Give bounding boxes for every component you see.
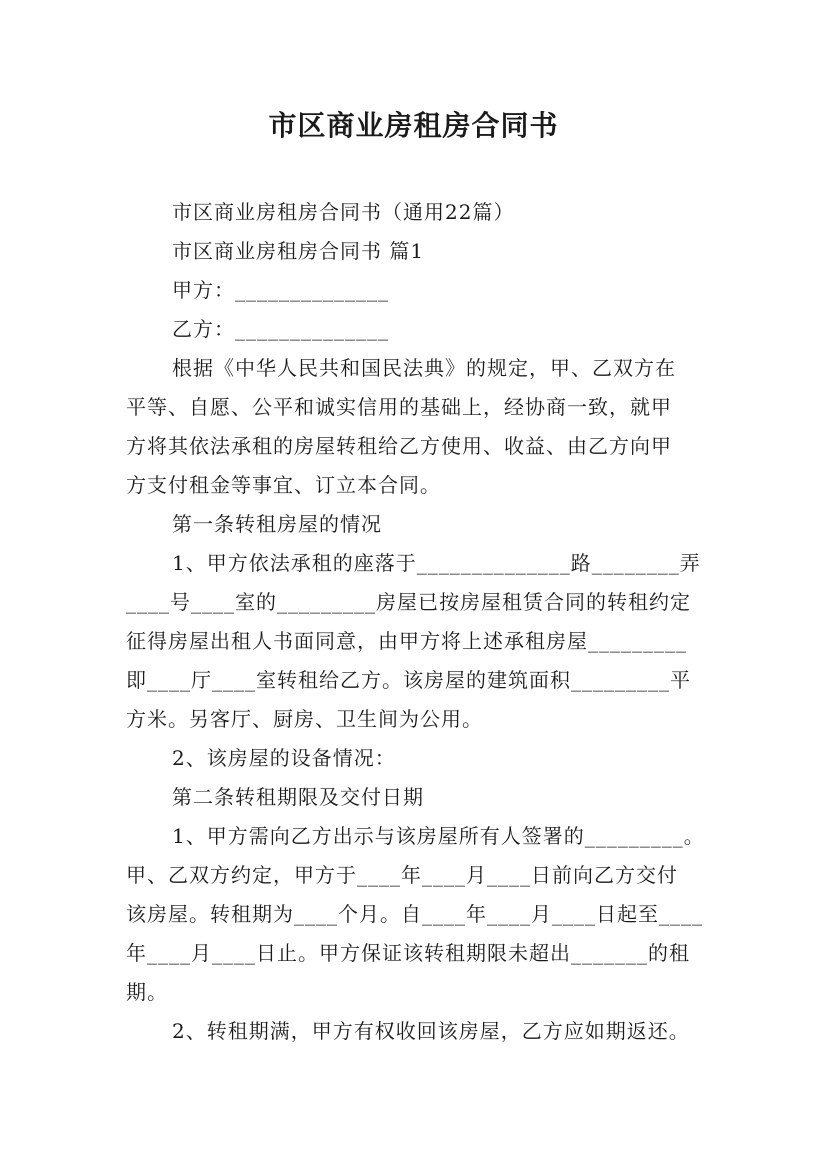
document-title: 市区商业房租房合同书 <box>268 109 559 142</box>
paragraph-line: ____号____室的_________房屋已按房屋租赁合同的转租约定 <box>126 590 691 614</box>
paragraph-line: 征得房屋出租人书面同意，由甲方将上述承租房屋_________ <box>126 629 687 653</box>
paragraph-line: 甲、乙双方约定，甲方于____年____月____日前向乙方交付 <box>126 863 678 887</box>
paragraph-line: 平等、自愿、公平和诚实信用的基础上，经协商一致，就甲 <box>126 395 672 419</box>
paragraph-line: 年____月____日止。甲方保证该转租期限未超出_______的租 <box>126 941 690 965</box>
party-a-line: 甲方：______________ <box>172 278 389 302</box>
party-b-line: 乙方：______________ <box>172 317 389 341</box>
paragraph-line: 期。 <box>126 980 168 1004</box>
paragraph-line: 1、甲方依法承租的座落于______________路________弄 <box>172 551 701 575</box>
subtitle-line: 市区商业房租房合同书（通用22篇） <box>172 200 515 224</box>
paragraph-line: 该房屋。转租期为____个月。自____年____月____日起至____ <box>126 902 703 926</box>
section-heading: 市区商业房租房合同书 篇1 <box>172 239 425 263</box>
article-heading: 第二条转租期限及交付日期 <box>172 785 424 809</box>
paragraph-line: 2、该房屋的设备情况： <box>172 746 396 770</box>
paragraph-line: 1、甲方需向乙方出示与该房屋所有人签署的_________。 <box>172 824 705 848</box>
paragraph-line: 根据《中华人民共和国民法典》的规定，甲、乙双方在 <box>172 356 676 380</box>
paragraph-line: 方米。另客厅、厨房、卫生间为公用。 <box>126 707 483 731</box>
paragraph-line: 2、转租期满，甲方有权收回该房屋，乙方应如期返还。 <box>172 1019 690 1043</box>
paragraph-line: 方支付租金等事宜、订立本合同。 <box>126 473 441 497</box>
article-heading: 第一条转租房屋的情况 <box>172 512 382 536</box>
paragraph-line: 方将其依法承租的房屋转租给乙方使用、收益、由乙方向甲 <box>126 434 672 458</box>
paragraph-line: 即____厅____室转租给乙方。该房屋的建筑面积_________平 <box>126 668 691 692</box>
